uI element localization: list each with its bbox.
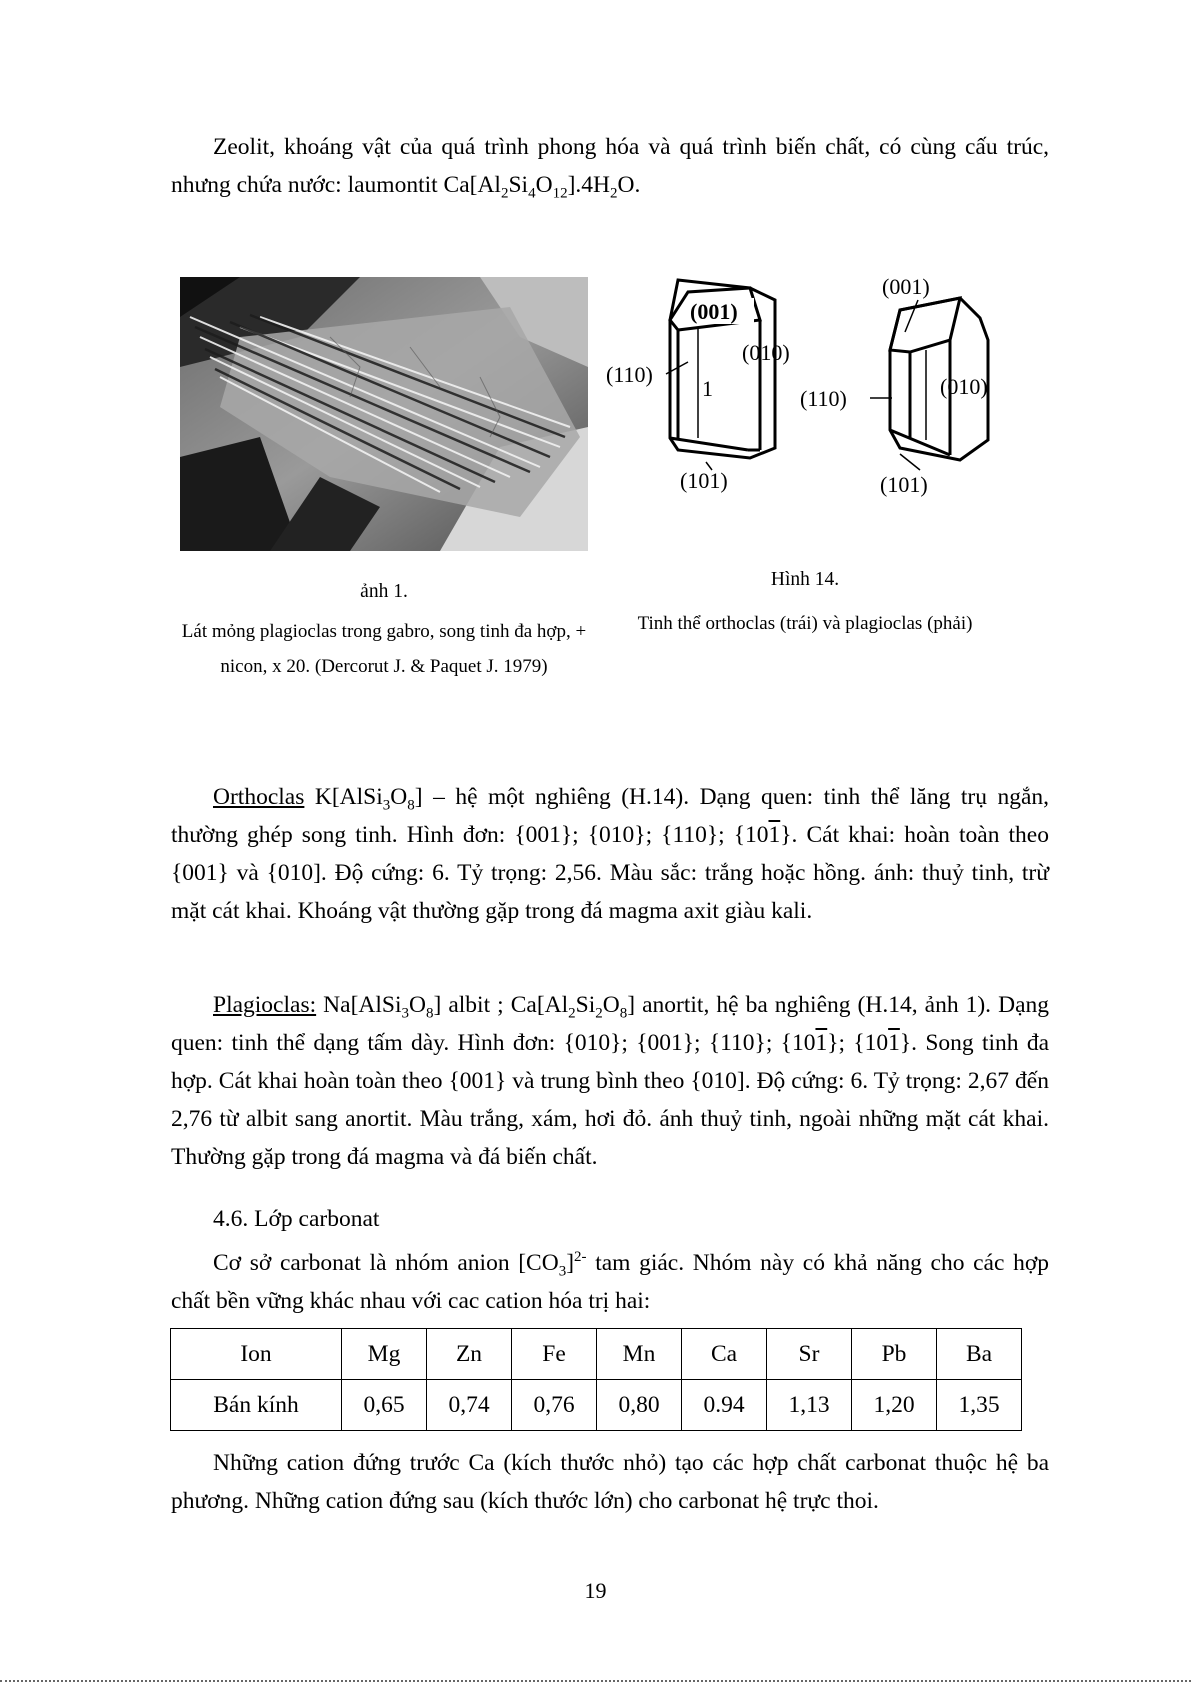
plagioclas-label-001: (001) bbox=[882, 274, 930, 299]
plagioclas-term: Plagioclas: bbox=[213, 992, 317, 1018]
orthoclas-label-110: (110) bbox=[606, 362, 653, 387]
table-cell: Mn bbox=[597, 1329, 682, 1380]
table-cell: 0.94 bbox=[682, 1380, 767, 1431]
table-cell: Ba bbox=[937, 1329, 1022, 1380]
plagioclas-label-010: (010) bbox=[940, 374, 988, 399]
photo-caption-title: ảnh 1. bbox=[360, 581, 408, 602]
table-cell: 0,80 bbox=[597, 1380, 682, 1431]
plagioclas-paragraph: Plagioclas: $Na[AlSi_3O_8]$ albit ; $Ca[Al_2Si_2O_8]$ anortit, hệ ba nghiêng (H.14, ảnh 1). Dạng quen: tinh thể dạng tấm dày. Hình đơn: {010}; {001}; {110}; {101}; {101}. Song tinh đa hợp. Cát khai hoàn toàn theo {001} và trung bình theo {010]. Độ cứng: 6. Tỷ trọng: 2,67 đến 2,76 từ albit sang anortit. Màu trắng, xám, hơi đỏ. ánh thuỷ tinh, ngoài những mặt cát khai. Thường gặp trong đá magma và đá biến chất. bbox=[171, 992, 1049, 1170]
plagioclas-label-101: (101) bbox=[880, 472, 928, 497]
orthoclas-label-010: (010) bbox=[742, 340, 790, 365]
orthoclas-label-101: (101) bbox=[680, 468, 728, 493]
orthoclas-paragraph: Orthoclas $K[AlSi_3O_8]$ – hệ một nghiêng (H.14). Dạng quen: tinh thể lăng trụ ngắn, thường ghép song tinh. Hình đơn: {001}; {010}; {110}; {101}. Cát khai: hoàn toàn theo {001} và {010]. Độ cứng: 6. Tỷ trọng: 2,56. Màu sắc: trắng hoặc hồng. ánh: thuỷ tinh, trừ mặt cát khai. Khoáng vật thường gặp trong đá magma axit giàu kali. bbox=[171, 784, 1050, 924]
table-cell: 1,20 bbox=[852, 1380, 937, 1431]
table-cell: Ion bbox=[171, 1329, 342, 1380]
bottom-divider bbox=[0, 1680, 1191, 1685]
table-cell: Fe bbox=[512, 1329, 597, 1380]
cation-radius-table bbox=[170, 1328, 1022, 1431]
closing-paragraph: Những cation đứng trước Ca (kích thước nhỏ) tạo các hợp chất carbonat thuộc hệ ba phương. Những cation đứng sau (kích thước lớn) cho carbonat hệ trực thoi. bbox=[171, 1450, 1049, 1514]
intro-paragraph: Zeolit, khoáng vật của quá trình phong hóa và quá trình biến chất, có cùng cấu trúc, nhưng chứa nước: laumontit $Ca[Al_2Si_4O_{12}].4H_2O$. bbox=[171, 134, 1049, 202]
figure-caption: Tinh thể orthoclas (trái) và plagioclas (phải) bbox=[637, 613, 973, 634]
carbonat-intro-paragraph: Cơ sở carbonat là nhóm anion $[CO_3]^{2-}$ tam giác. Nhóm này có khả năng cho các hợp chất bền vững khác nhau với cac cation hóa trị hai: bbox=[171, 1249, 1049, 1314]
table-cell: 1,35 bbox=[937, 1380, 1022, 1431]
plagioclas-label-110: (110) bbox=[800, 386, 847, 411]
table-cell: 1,13 bbox=[767, 1380, 852, 1431]
table-cell: Sr bbox=[767, 1329, 852, 1380]
orthoclas-label-001: (001) bbox=[690, 299, 738, 324]
crystal-diagrams bbox=[600, 270, 1080, 530]
orthoclas-label-center: 1 bbox=[702, 376, 713, 401]
page-number: 19 bbox=[584, 1578, 607, 1603]
table-row bbox=[171, 1380, 1022, 1431]
table-header-row bbox=[171, 1329, 1022, 1380]
plagioclas-thin-section-photo bbox=[180, 277, 588, 551]
photo-caption-text: Lát mỏng plagioclas trong gabro, song tinh đa hợp, + nicon, x 20. (Dercorut J. & Paquet J. 1979) bbox=[181, 621, 587, 677]
table-cell: Ca bbox=[682, 1329, 767, 1380]
section-heading: 4.6. Lớp carbonat bbox=[213, 1206, 380, 1232]
table-cell: Mg bbox=[342, 1329, 427, 1380]
table-cell: 0,74 bbox=[427, 1380, 512, 1431]
table-cell: 0,65 bbox=[342, 1380, 427, 1431]
table-cell: Bán kính bbox=[171, 1380, 342, 1431]
orthoclas-term: Orthoclas bbox=[213, 784, 305, 810]
table-cell: Zn bbox=[427, 1329, 512, 1380]
table-cell: Pb bbox=[852, 1329, 937, 1380]
table-cell: 0,76 bbox=[512, 1380, 597, 1431]
figure-title: Hình 14. bbox=[770, 569, 840, 590]
